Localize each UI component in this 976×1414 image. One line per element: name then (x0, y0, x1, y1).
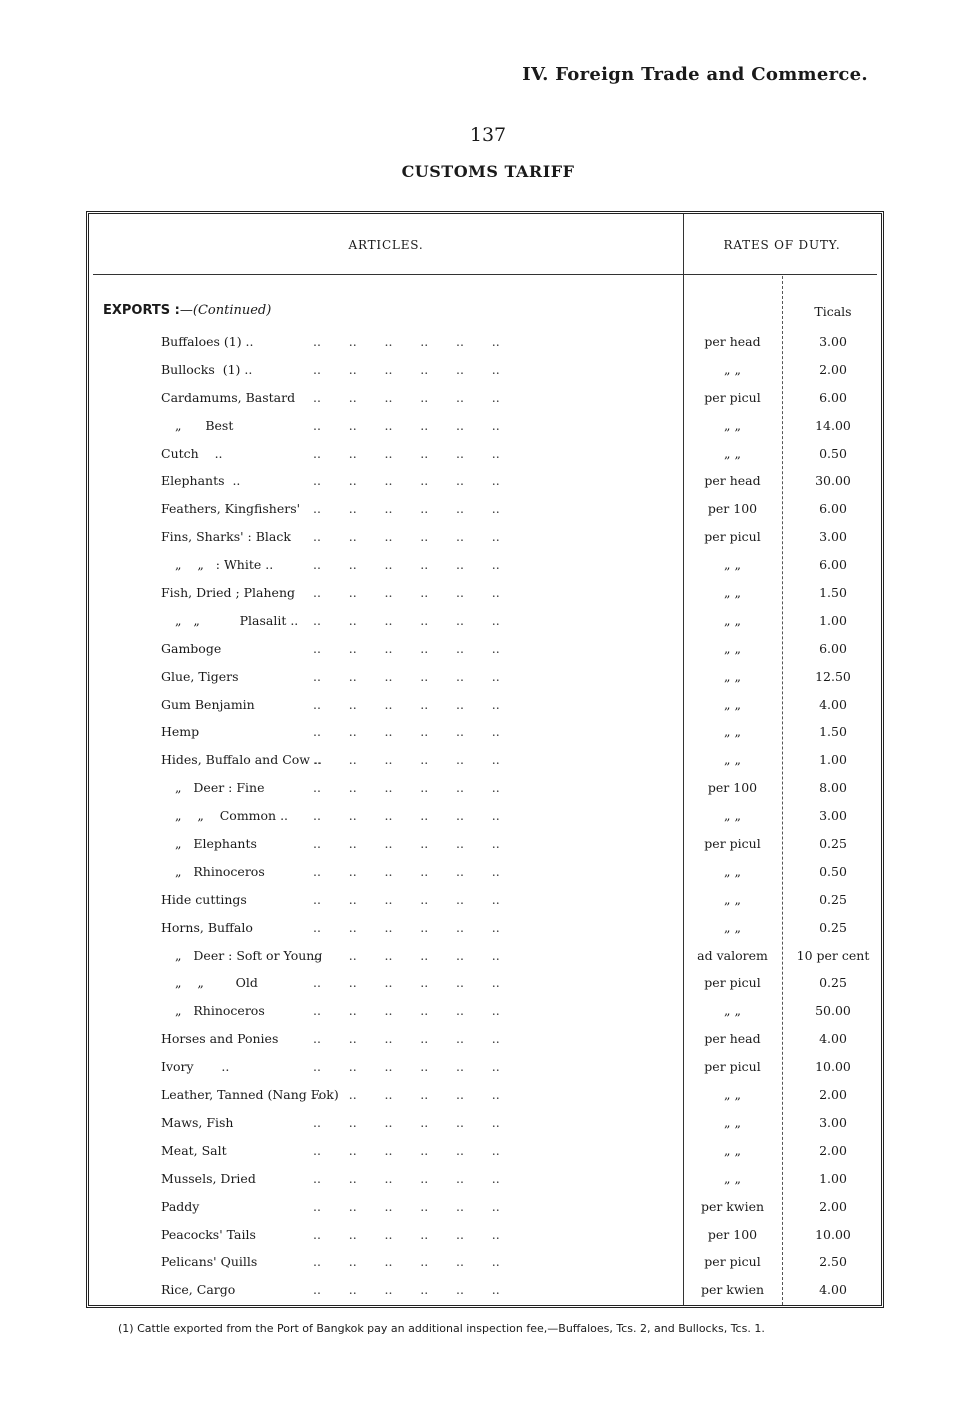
table-row (89, 442, 881, 470)
dot-leader: .. .. .. .. .. .. (313, 501, 500, 517)
article-name: „ Best (175, 417, 234, 433)
tariff-rows (89, 330, 881, 1306)
dot-leader: .. .. .. .. .. .. (313, 808, 500, 824)
dot-leader: .. .. .. .. .. .. (313, 1003, 500, 1019)
duty-rate: 2.00 (819, 1087, 847, 1103)
dot-leader: .. .. .. .. .. .. (313, 557, 500, 573)
table-row (89, 665, 881, 693)
table-row (89, 999, 881, 1027)
article-name: Glue, Tigers (161, 668, 239, 684)
dot-leader: .. .. .. .. .. .. (313, 473, 500, 489)
duty-rate: 50.00 (815, 1003, 851, 1019)
dot-leader: .. .. .. .. .. .. (313, 668, 500, 684)
duty-rate: 1.00 (819, 752, 847, 768)
duty-unit: „ „ (724, 891, 741, 907)
article-name: Horses and Ponies (161, 1031, 279, 1047)
duty-unit: „ „ (724, 724, 741, 740)
duty-unit: „ „ (724, 1142, 741, 1158)
article-name: Leather, Tanned (Nang Fok) (161, 1087, 339, 1103)
table-row (89, 832, 881, 860)
table-row (89, 1195, 881, 1223)
dot-leader: .. .. .. .. .. .. (313, 891, 500, 907)
dot-leader: .. .. .. .. .. .. (313, 640, 500, 656)
dot-leader: .. .. .. .. .. .. (313, 1114, 500, 1130)
duty-unit: „ „ (724, 752, 741, 768)
duty-rate: 0.25 (819, 975, 847, 991)
article-name: Ivory .. (161, 1059, 230, 1075)
table-row (89, 916, 881, 944)
duty-unit: „ „ (724, 612, 741, 628)
dot-leader: .. .. .. .. .. .. (313, 1170, 500, 1186)
table-row (89, 414, 881, 442)
duty-rate: 3.00 (819, 529, 847, 545)
duty-rate: 0.25 (819, 891, 847, 907)
header-rule (93, 274, 877, 275)
article-name: Pelicans' Quills (161, 1254, 258, 1270)
dot-leader: .. .. .. .. .. .. (313, 417, 500, 433)
dot-leader: .. .. .. .. .. .. (313, 1282, 500, 1298)
duty-unit: per kwien (700, 1198, 765, 1214)
article-name: Bullocks (1) .. (161, 361, 253, 377)
dot-leader: .. .. .. .. .. .. (313, 334, 500, 349)
duty-rate: 14.00 (815, 417, 851, 433)
duty-rate: 4.00 (819, 1282, 847, 1298)
duty-unit: „ „ (724, 361, 741, 377)
section-label (103, 303, 271, 318)
duty-unit: „ „ (724, 1087, 741, 1103)
table-row (89, 693, 881, 721)
duty-unit: per picul (704, 836, 761, 852)
table-row (89, 1167, 881, 1195)
duty-unit: per picul (704, 1254, 761, 1270)
article-name: Hemp (161, 724, 200, 740)
duty-rate: 1.00 (819, 612, 847, 628)
duty-rate: 10 per cent (796, 947, 870, 963)
duty-unit: per kwien (700, 1282, 765, 1298)
duty-rate: 8.00 (819, 780, 847, 796)
article-name: Fins, Sharks' : Black (161, 529, 291, 545)
dot-leader: .. .. .. .. .. .. (313, 445, 500, 461)
duty-unit: per 100 (707, 501, 758, 517)
article-name: Hides, Buffalo and Cow .. (161, 752, 322, 768)
dot-leader: .. .. .. .. .. .. (313, 752, 500, 768)
table-row (89, 581, 881, 609)
table-row (89, 1055, 881, 1083)
duty-rate: 1.50 (819, 585, 847, 601)
table-row (89, 553, 881, 581)
dot-leader: .. .. .. .. .. .. (313, 1142, 500, 1158)
dot-leader: .. .. .. .. .. .. (313, 1031, 500, 1047)
duty-rate: 2.00 (819, 1142, 847, 1158)
duty-unit: per 100 (707, 1226, 758, 1242)
table-row (89, 944, 881, 972)
table-row (89, 1111, 881, 1139)
table-row (89, 720, 881, 748)
duty-rate: 6.00 (819, 640, 847, 656)
duty-unit: „ „ (724, 557, 741, 573)
duty-rate: 2.00 (819, 361, 847, 377)
column-header-articles: ARTICLES. (348, 238, 424, 252)
duty-rate: 6.00 (819, 501, 847, 517)
dot-leader: .. .. .. .. .. .. (313, 529, 500, 545)
duty-unit: „ „ (724, 417, 741, 433)
dot-leader: .. .. .. .. .. .. (313, 947, 500, 963)
duty-unit: per head (704, 473, 761, 489)
table-row (89, 469, 881, 497)
article-name: Maws, Fish (161, 1114, 234, 1130)
running-head: IV. Foreign Trade and Commerce. (522, 64, 868, 85)
dot-leader: .. .. .. .. .. .. (313, 919, 500, 935)
table-row (89, 609, 881, 637)
duty-unit: „ „ (724, 696, 741, 712)
table-row (89, 1139, 881, 1167)
table-row (89, 776, 881, 804)
duty-rate: 3.00 (819, 334, 847, 349)
dot-leader: .. .. .. .. .. .. (313, 1198, 500, 1214)
dot-leader: .. .. .. .. .. .. (313, 780, 500, 796)
article-name: Cardamums, Bastard (161, 389, 296, 405)
dot-leader: .. .. .. .. .. .. (313, 863, 500, 879)
duty-unit: per picul (704, 1059, 761, 1075)
tariff-table (86, 211, 884, 1308)
column-header-rates: RATES OF DUTY. (723, 238, 841, 252)
article-name: Rice, Cargo (161, 1282, 236, 1298)
duty-rate: 2.50 (819, 1254, 847, 1270)
section-label-continued: —(Continued) (179, 303, 272, 318)
duty-rate: 6.00 (819, 389, 847, 405)
duty-rate: 2.00 (819, 1198, 847, 1214)
duty-unit: per picul (704, 529, 761, 545)
duty-rate: 3.00 (819, 1114, 847, 1130)
duty-unit: per head (704, 1031, 761, 1047)
dot-leader: .. .. .. .. .. .. (313, 585, 500, 601)
duty-unit: „ „ (724, 1170, 741, 1186)
duty-unit: „ „ (724, 585, 741, 601)
duty-rate: 6.00 (819, 557, 847, 573)
table-row (89, 1250, 881, 1278)
duty-rate: 4.00 (819, 1031, 847, 1047)
duty-unit: ad valorem (697, 947, 768, 963)
duty-unit: „ „ (724, 668, 741, 684)
table-row (89, 971, 881, 999)
duty-rate: 0.25 (819, 919, 847, 935)
page-title: CUSTOMS TARIFF (401, 162, 575, 181)
duty-rate: 30.00 (815, 473, 851, 489)
dot-leader: .. .. .. .. .. .. (313, 724, 500, 740)
dot-leader: .. .. .. .. .. .. (313, 696, 500, 712)
article-name: Meat, Salt (161, 1142, 227, 1158)
dot-leader: .. .. .. .. .. .. (313, 975, 500, 991)
duty-rate: 0.50 (819, 445, 847, 461)
dot-leader: .. .. .. .. .. .. (313, 1087, 500, 1103)
article-name: „ Deer : Soft or Young (175, 947, 323, 963)
duty-unit: per picul (704, 389, 761, 405)
duty-unit: „ „ (724, 919, 741, 935)
duty-unit: per head (704, 334, 761, 349)
duty-unit: „ „ (724, 445, 741, 461)
footnote: (1) Cattle exported from the Port of Bangkok pay an additional inspection fee,—Buffaloes, Tcs. 2, and Bullocks, Tcs. 1. (118, 1322, 765, 1335)
duty-rate: 10.00 (815, 1059, 851, 1075)
duty-rate: 10.00 (815, 1226, 851, 1242)
table-row (89, 637, 881, 665)
duty-unit: per picul (704, 975, 761, 991)
article-name: „ Rhinoceros (175, 863, 265, 879)
table-row (89, 386, 881, 414)
article-name: „ Rhinoceros (175, 1003, 265, 1019)
duty-rate: 3.00 (819, 808, 847, 824)
article-name: Fish, Dried ; Plaheng (161, 585, 295, 601)
duty-unit: „ „ (724, 640, 741, 656)
dot-leader: .. .. .. .. .. .. (313, 1254, 500, 1270)
table-row (89, 358, 881, 386)
table-row (89, 1027, 881, 1055)
article-name: „ „ : White .. (175, 557, 274, 573)
table-row (89, 888, 881, 916)
table-row (89, 1083, 881, 1111)
table-row (89, 497, 881, 525)
table-row (89, 525, 881, 553)
article-name: „ Elephants (175, 836, 257, 852)
page-number: 137 (469, 124, 507, 146)
table-row (89, 1223, 881, 1251)
duty-rate: 12.50 (815, 668, 851, 684)
duty-rate: 0.50 (819, 863, 847, 879)
duty-unit: „ „ (724, 863, 741, 879)
table-row (89, 804, 881, 832)
table-row (89, 748, 881, 776)
article-name: Paddy (161, 1198, 200, 1214)
article-name: Peacocks' Tails (161, 1226, 256, 1242)
dot-leader: .. .. .. .. .. .. (313, 836, 500, 852)
article-name: Gum Benjamin (161, 696, 255, 712)
duty-unit: „ „ (724, 1003, 741, 1019)
article-name: Feathers, Kingfishers' (161, 501, 301, 517)
article-name: Mussels, Dried (161, 1170, 256, 1186)
dot-leader: .. .. .. .. .. .. (313, 612, 500, 628)
article-name: „ Deer : Fine (175, 780, 265, 796)
section-label-bold: EXPORTS : (103, 303, 180, 318)
dot-leader: .. .. .. .. .. .. (313, 389, 500, 405)
article-name: „ „ Old (175, 975, 258, 991)
duty-rate: 1.50 (819, 724, 847, 740)
duty-unit: per 100 (707, 780, 758, 796)
table-row (89, 860, 881, 888)
duty-rate: 4.00 (819, 696, 847, 712)
duty-rate: 0.25 (819, 836, 847, 852)
article-name: Hide cuttings (161, 891, 247, 907)
article-name: Horns, Buffalo (161, 919, 253, 935)
article-name: „ „ Common .. (175, 808, 289, 824)
duty-rate: 1.00 (819, 1170, 847, 1186)
dot-leader: .. .. .. .. .. .. (313, 1226, 500, 1242)
table-row (89, 330, 881, 358)
currency-label: Ticals (814, 304, 852, 319)
article-name: Gamboge (161, 640, 222, 656)
article-name: Buffaloes (1) .. (161, 334, 254, 349)
article-name: Elephants .. (161, 473, 241, 489)
duty-unit: „ „ (724, 808, 741, 824)
dot-leader: .. .. .. .. .. .. (313, 1059, 500, 1075)
duty-unit: „ „ (724, 1114, 741, 1130)
article-name: „ „ Plasalit .. (175, 612, 299, 628)
dot-leader: .. .. .. .. .. .. (313, 361, 500, 377)
table-row (89, 1278, 881, 1306)
article-name: Cutch .. (161, 445, 223, 461)
